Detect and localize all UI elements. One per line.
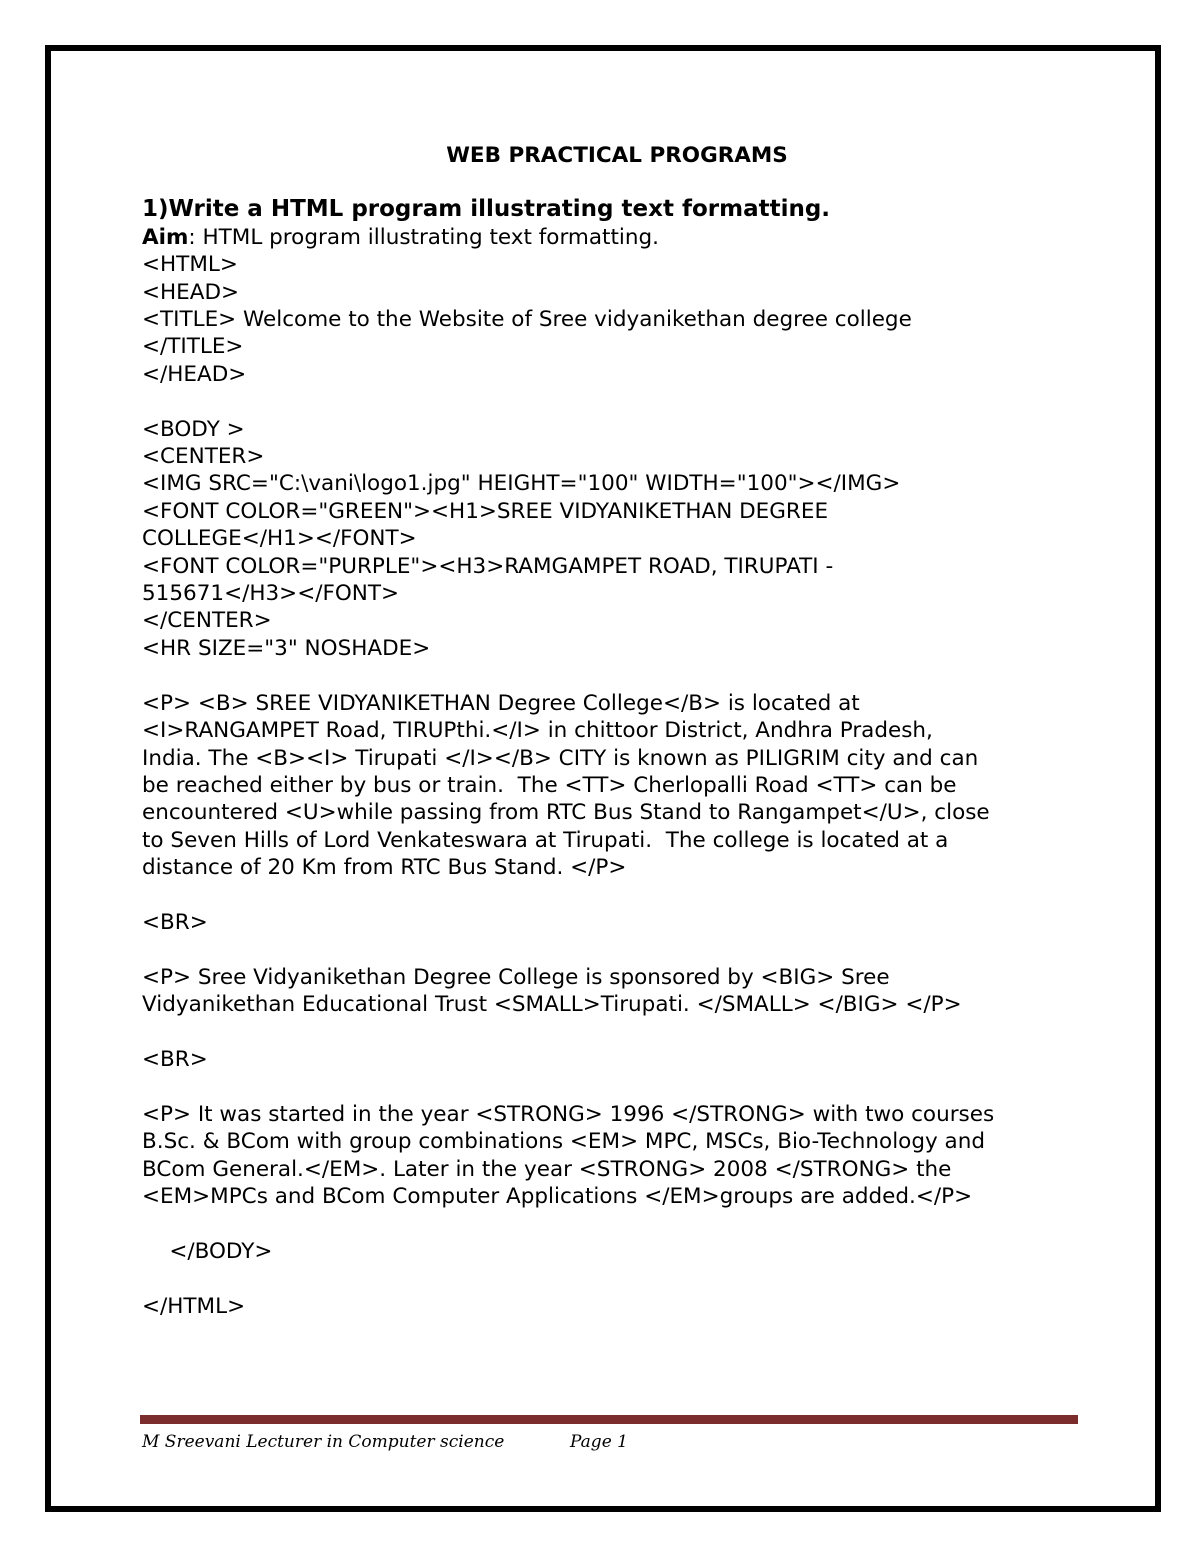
code-line: <HEAD>	[142, 279, 240, 305]
code-line	[142, 936, 1092, 963]
aim-line	[142, 224, 1092, 251]
code-line: to Seven Hills of Lord Venkateswara at Tirupati. The college is located at a	[142, 827, 949, 853]
code-line	[142, 662, 1092, 689]
code-line: <P> Sree Vidyanikethan Degree College is sponsored by <BIG> Sree	[142, 964, 890, 990]
code-line	[142, 1019, 1092, 1046]
code-line: 515671</H3></FONT>	[142, 581, 399, 607]
code-line: BCom General.</EM>. Later in the year <STRONG> 2008 </STRONG> the	[142, 1156, 952, 1182]
code-line	[142, 1265, 1092, 1292]
code-line: <BODY >	[142, 416, 245, 442]
code-line	[142, 1073, 1092, 1100]
code-line: <HR SIZE="3" NOSHADE>	[142, 635, 431, 661]
code-line	[142, 1210, 1092, 1237]
code-line: <TITLE> Welcome to the Website of Sree vidyanikethan degree college	[142, 307, 912, 333]
footer-page-number: Page 1	[570, 1432, 628, 1452]
code-line: </TITLE>	[142, 334, 244, 360]
code-line: <FONT COLOR="PURPLE"><H3>RAMGAMPET ROAD, TIRUPATI -	[142, 553, 834, 579]
footer-rule	[140, 1415, 1078, 1424]
code-line: <FONT COLOR="GREEN"><H1>SREE VIDYANIKETHAN DEGREE	[142, 498, 829, 524]
document-title: WEB PRACTICAL PROGRAMS	[446, 143, 788, 168]
code-line: <IMG SRC="C:\vani\logo1.jpg" HEIGHT="100" WIDTH="100"></IMG>	[142, 471, 901, 497]
question-heading: 1)Write a HTML program illustrating text formatting.	[142, 196, 831, 223]
code-line: </CENTER>	[142, 608, 272, 634]
code-line: <BR>	[142, 909, 208, 935]
code-line: <CENTER>	[142, 444, 265, 470]
code-line: <P> It was started in the year <STRONG> 1996 </STRONG> with two courses	[142, 1101, 995, 1127]
code-line: <EM>MPCs and BCom Computer Applications </EM>groups are added.</P>	[142, 1183, 973, 1209]
code-line: COLLEGE</H1></FONT>	[142, 526, 417, 552]
code-line: be reached either by bus or train. The <TT> Cherlopalli Road <TT> can be	[142, 772, 957, 798]
code-line: <HTML>	[142, 252, 238, 278]
code-line	[142, 882, 1092, 909]
code-line	[142, 388, 1092, 415]
code-line: India. The <B><I> Tirupati </I></B> CITY is known as PILIGRIM city and can	[142, 745, 979, 771]
code-line: <P> <B> SREE VIDYANIKETHAN Degree College</B> is located at	[142, 690, 860, 716]
footer-author: M Sreevani Lecturer in Computer science	[142, 1432, 505, 1452]
code-line: encountered <U>while passing from RTC Bus Stand to Rangampet</U>, close	[142, 800, 990, 826]
code-line: </HTML>	[142, 1293, 246, 1319]
code-line: distance of 20 Km from RTC Bus Stand. </P>	[142, 855, 627, 881]
code-line: <BR>	[142, 1046, 208, 1072]
code-line: </BODY>	[142, 1238, 273, 1264]
aim-text: : HTML program illustrating text formatting.	[188, 224, 659, 250]
aim-label: Aim	[142, 224, 189, 250]
code-block	[142, 251, 1092, 1320]
code-line: </HEAD>	[142, 361, 247, 387]
document-content	[142, 142, 1092, 1320]
code-line: Vidyanikethan Educational Trust <SMALL>Tirupati. </SMALL> </BIG> </P>	[142, 992, 962, 1018]
code-line: B.Sc. & BCom with group combinations <EM> MPC, MSCs, Bio-Technology and	[142, 1129, 985, 1155]
code-line: <I>RANGAMPET Road, TIRUPthi.</I> in chittoor District, Andhra Pradesh,	[142, 718, 933, 744]
